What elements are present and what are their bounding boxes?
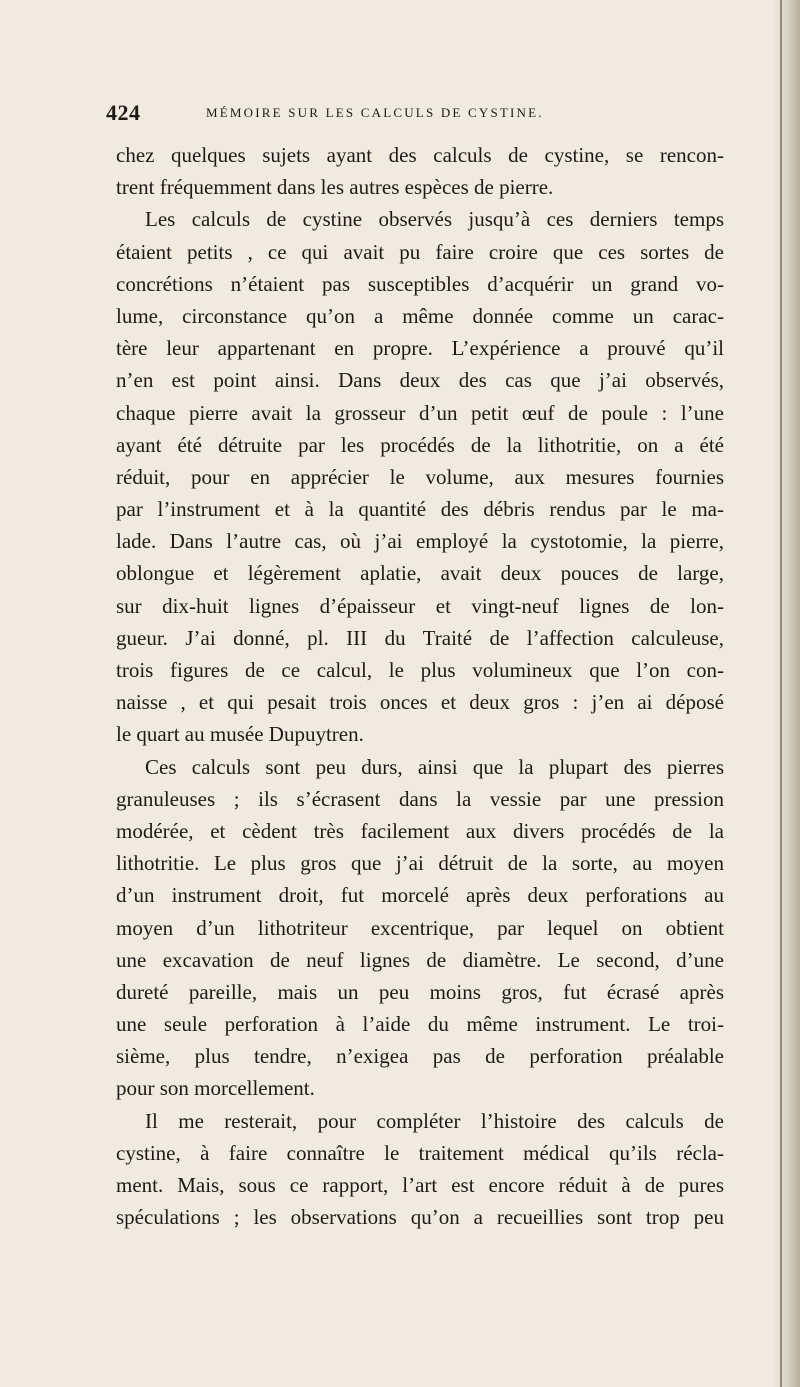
- text-line: étaient petits , ce qui avait pu faire croire que ces sortes de: [116, 239, 724, 264]
- text-line: Les calculs de cystine observés jusqu’à ces derniers temps: [145, 207, 724, 232]
- page-header: [106, 100, 726, 130]
- text-line: lume, circonstance qu’on a même donnée comme un carac-: [116, 303, 724, 328]
- text-line: modérée, et cèdent très facilement aux divers procédés de la: [116, 818, 724, 843]
- text-line: naisse , et qui pesait trois onces et deux gros : j’en ai déposé: [116, 690, 724, 715]
- text-line: Il me resterait, pour compléter l’histoire des calculs de: [145, 1108, 724, 1133]
- text-line: par l’instrument et à la quantité des débris rendus par le ma-: [116, 497, 724, 522]
- body-text: [116, 139, 724, 1233]
- text-line: lade. Dans l’autre cas, où j’ai employé la cystotomie, la pierre,: [116, 529, 724, 554]
- text-line: chez quelques sujets ayant des calculs de cystine, se rencon-: [116, 143, 724, 167]
- text-line: une seule perforation à l’aide du même instrument. Le troi-: [116, 1012, 724, 1037]
- page-binding-edge: [774, 0, 800, 1387]
- gutter-line: [780, 0, 782, 1387]
- text-line: concrétions n’étaient pas susceptibles d’acquérir un grand vo-: [116, 271, 724, 296]
- text-line: trent fréquemment dans les autres espèces de pierre.: [116, 175, 554, 200]
- running-title: MÉMOIRE SUR LES CALCULS DE CYSTINE.: [206, 105, 544, 120]
- text-line: chaque pierre avait la grosseur d’un petit œuf de poule : l’une: [116, 400, 724, 425]
- text-line: sur dix-huit lignes d’épaisseur et vingt-neuf lignes de lon-: [116, 593, 724, 618]
- text-line: d’un instrument droit, fut morcelé après deux perforations au: [116, 883, 724, 908]
- text-line: trois figures de ce calcul, le plus volumineux que l’on con-: [116, 658, 724, 682]
- text-line: moyen d’un lithotriteur excentrique, par lequel on obtient: [116, 915, 724, 940]
- text-line: gueur. J’ai donné, pl. III du Traité de l’affection calculeuse,: [116, 625, 724, 650]
- text-line: le quart au musée Dupuytren.: [116, 722, 364, 747]
- text-line: Ces calculs sont peu durs, ainsi que la plupart des pierres: [145, 754, 724, 779]
- text-line: ayant été détruite par les procédés de la lithotritie, on a été: [116, 432, 724, 457]
- text-line: lithotritie. Le plus gros que j’ai détruit de la sorte, au moyen: [116, 851, 724, 876]
- text-line: une excavation de neuf lignes de diamètre. Le second, d’une: [116, 947, 724, 972]
- text-line: n’en est point ainsi. Dans deux des cas que j’ai observés,: [116, 368, 724, 393]
- text-line: réduit, pour en apprécier le volume, aux mesures fournies: [116, 464, 724, 489]
- text-line: ment. Mais, sous ce rapport, l’art est encore réduit à de pures: [116, 1173, 724, 1197]
- text-line: tère leur appartenant en propre. L’expérience a prouvé qu’il: [116, 336, 724, 361]
- text-line: oblongue et légèrement aplatie, avait deux pouces de large,: [116, 561, 724, 586]
- page-number: 424: [106, 100, 141, 125]
- text-line: pour son morcellement.: [116, 1076, 315, 1101]
- text-line: cystine, à faire connaître le traitement médical qu’ils récla-: [116, 1140, 724, 1165]
- text-line: granuleuses ; ils s’écrasent dans la vessie par une pression: [116, 786, 724, 811]
- text-line: dureté pareille, mais un peu moins gros, fut écrasé après: [116, 979, 724, 1004]
- text-line: sième, plus tendre, n’exigea pas de perforation préalable: [116, 1044, 724, 1069]
- text-line: spéculations ; les observations qu’on a recueillies sont trop peu: [116, 1205, 724, 1230]
